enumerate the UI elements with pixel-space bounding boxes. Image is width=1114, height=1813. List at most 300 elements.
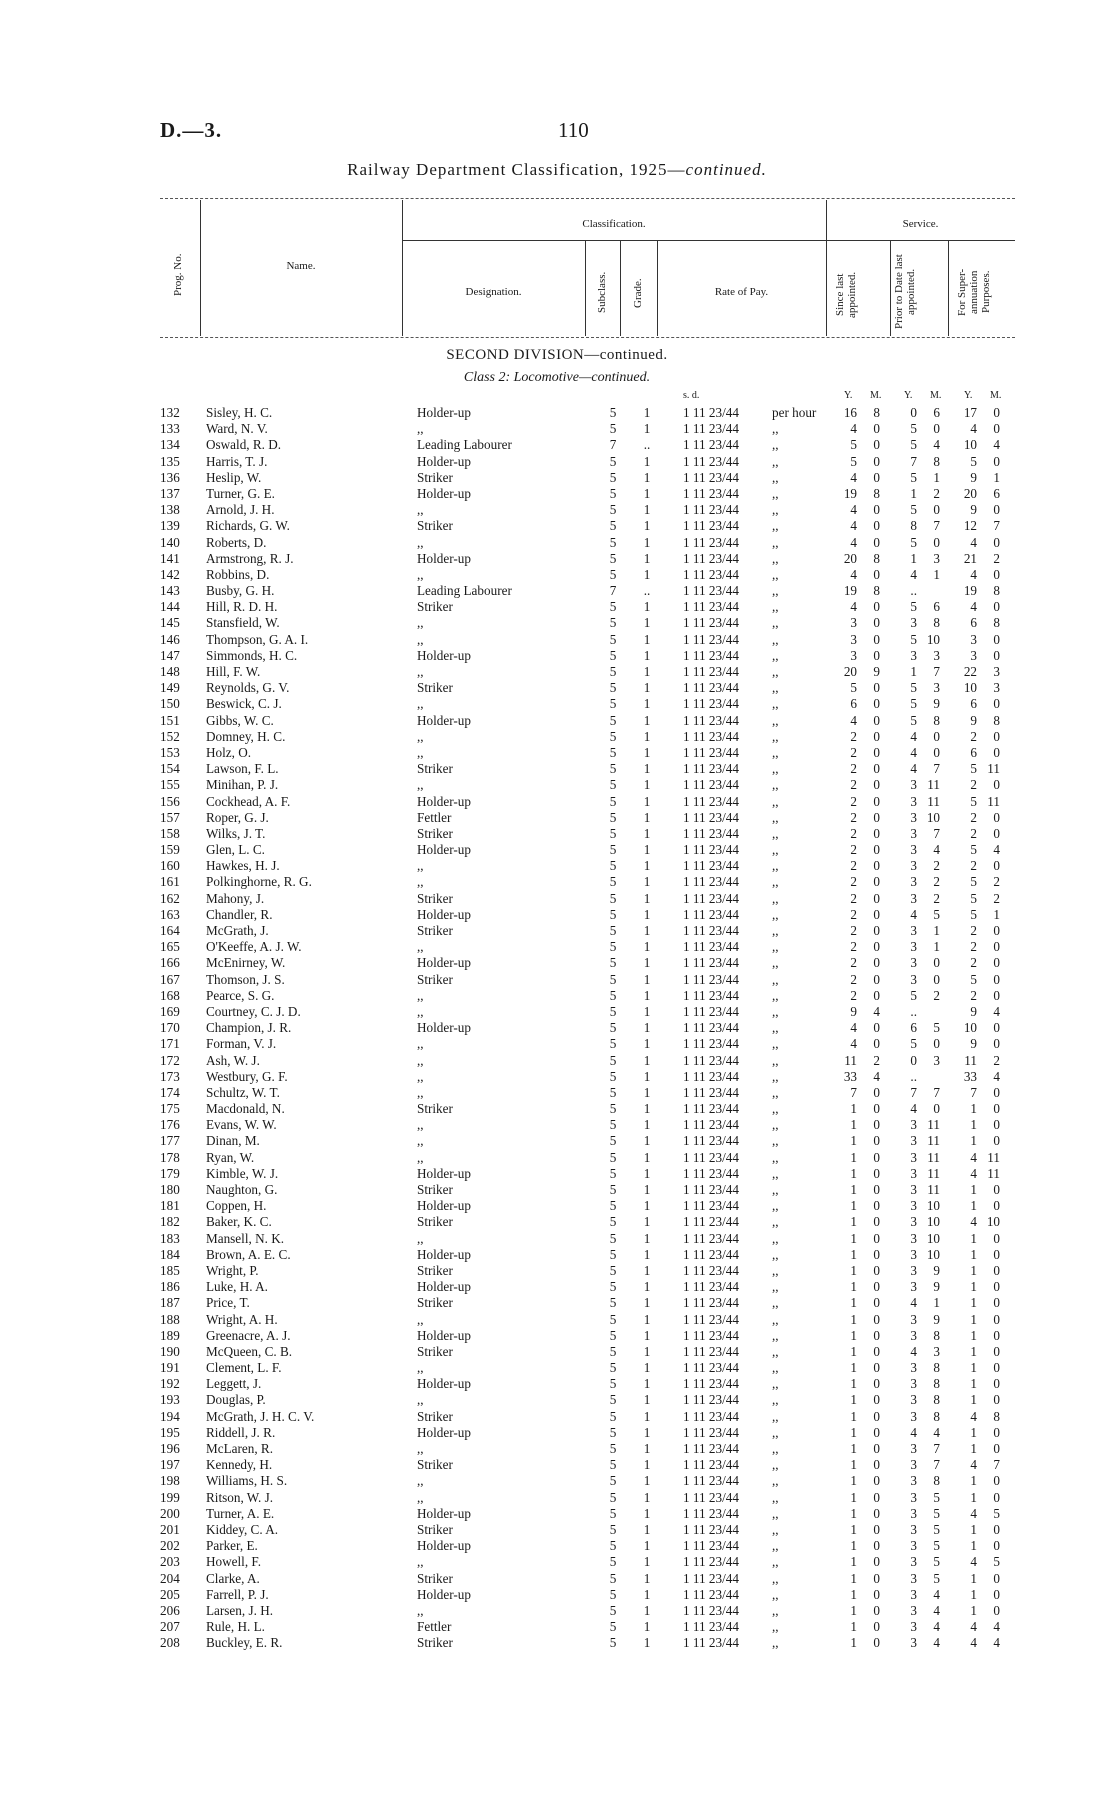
- grade: 1: [643, 1084, 651, 1100]
- staff-name: Busby, G. H.: [206, 583, 275, 599]
- superannuation-months: 0: [993, 1602, 1000, 1618]
- table-row: [0, 583, 1114, 599]
- since-last-years: 20: [843, 550, 857, 566]
- prog-no: 154: [160, 761, 180, 777]
- grade: 1: [643, 793, 651, 809]
- since-last-months: 0: [873, 1408, 880, 1424]
- prior-months: 0: [933, 421, 940, 437]
- superannuation-months: 0: [993, 987, 1000, 1003]
- subclass: 5: [609, 1311, 617, 1327]
- since-last-months: 0: [873, 1165, 880, 1181]
- designation: Holder-up: [417, 1376, 471, 1392]
- subclass: 5: [609, 955, 617, 971]
- subclass: 5: [609, 1052, 617, 1068]
- prior-years: 5: [910, 1036, 917, 1052]
- prior-months: 8: [933, 1376, 940, 1392]
- prog-no: 179: [160, 1165, 180, 1181]
- rate-period: ,,: [772, 1117, 779, 1133]
- subclass: 5: [609, 825, 617, 841]
- prior-years: 0: [910, 405, 917, 420]
- prior-months: 4: [933, 1586, 940, 1602]
- rate-period: ,,: [772, 437, 779, 453]
- prior-years: 4: [910, 761, 917, 777]
- prog-no: 204: [160, 1570, 180, 1586]
- rate-of-pay: 1 11 23/44: [683, 761, 739, 777]
- since-last-years: 4: [850, 599, 857, 615]
- prog-no: 208: [160, 1635, 180, 1651]
- table-row: [0, 518, 1114, 534]
- col-header-subclass: Subclass.: [596, 271, 608, 313]
- prior-years: 5: [910, 534, 917, 550]
- superannuation-years: 1: [970, 1521, 977, 1537]
- superannuation-years: 1: [970, 1538, 977, 1554]
- superannuation-years: 1: [970, 1295, 977, 1311]
- rate-period: ,,: [772, 923, 779, 938]
- since-last-months: 0: [873, 971, 880, 987]
- rate-period: ,,: [772, 680, 779, 696]
- designation: Holder-up: [417, 485, 471, 501]
- superannuation-years: 10: [963, 437, 977, 453]
- table-row: [0, 1085, 1114, 1101]
- prior-months: 11: [927, 1133, 940, 1149]
- rate-period: ,,: [772, 1554, 779, 1570]
- rate-of-pay: 1 11 23/44: [683, 987, 739, 1003]
- staff-name: Roper, G. J.: [206, 809, 269, 825]
- prior-months: 5: [933, 1570, 940, 1586]
- rate-period: ,,: [772, 939, 779, 955]
- superannuation-months: 4: [993, 437, 1000, 453]
- designation: ,,: [417, 728, 424, 744]
- prog-no: 165: [160, 939, 180, 955]
- since-last-years: 4: [850, 502, 857, 518]
- prior-months: 7: [933, 761, 940, 777]
- prog-no: 158: [160, 825, 180, 841]
- prog-no: 150: [160, 696, 180, 712]
- subclass: 5: [609, 793, 617, 809]
- table-row: [0, 1133, 1114, 1149]
- prog-no: 162: [160, 890, 180, 906]
- divider-service-2: [948, 241, 949, 336]
- prog-no: 203: [160, 1554, 180, 1570]
- superannuation-years: 1: [970, 1279, 977, 1295]
- prior-years: 3: [910, 825, 917, 841]
- designation: Holder-up: [417, 1279, 471, 1295]
- prog-no: 174: [160, 1084, 180, 1100]
- since-last-months: 0: [873, 1279, 880, 1295]
- prior-years: 3: [910, 1635, 917, 1651]
- superannuation-years: 1: [970, 1441, 977, 1456]
- since-last-years: 1: [850, 1182, 857, 1197]
- grade: 1: [643, 1392, 651, 1408]
- superannuation-months: 0: [993, 1538, 1000, 1554]
- subclass: 5: [609, 631, 617, 647]
- staff-name: Thompson, G. A. I.: [206, 631, 309, 647]
- table-row: [0, 454, 1114, 470]
- table-row: [0, 1344, 1114, 1360]
- table-row: [0, 777, 1114, 793]
- superannuation-months: 0: [993, 809, 1000, 825]
- since-last-months: 0: [873, 1635, 880, 1651]
- staff-name: O'Keeffe, A. J. W.: [206, 939, 302, 955]
- subclass: 5: [609, 469, 617, 485]
- rate-of-pay: 1 11 23/44: [683, 1327, 739, 1343]
- prior-months: 8: [933, 1392, 940, 1408]
- designation: Holder-up: [417, 550, 471, 566]
- table-row: [0, 1506, 1114, 1522]
- prog-no: 199: [160, 1489, 180, 1505]
- subclass: 5: [609, 1441, 617, 1456]
- since-last-years: 2: [850, 777, 857, 793]
- since-last-months: 0: [873, 955, 880, 971]
- grade: 1: [643, 923, 651, 938]
- staff-table-body: [0, 405, 1114, 1651]
- subclass: 5: [609, 1279, 617, 1295]
- superannuation-months: 0: [993, 405, 1000, 420]
- superannuation-months: 0: [993, 1262, 1000, 1278]
- prior-years: 3: [910, 1521, 917, 1537]
- since-last-months: 9: [873, 664, 880, 679]
- table-row: [0, 826, 1114, 842]
- grade: 1: [643, 421, 651, 437]
- rate-of-pay: 1 11 23/44: [683, 890, 739, 906]
- prior-months: 0: [933, 728, 940, 744]
- rate-of-pay: 1 11 23/44: [683, 1133, 739, 1149]
- prior-years: 1: [910, 664, 917, 679]
- prior-years: 3: [910, 1505, 917, 1521]
- rate-period: ,,: [772, 1020, 779, 1036]
- prior-years: 5: [910, 987, 917, 1003]
- rate-period: ,,: [772, 809, 779, 825]
- staff-name: Armstrong, R. J.: [206, 550, 294, 566]
- staff-name: Coppen, H.: [206, 1198, 267, 1214]
- superannuation-months: 2: [993, 550, 1000, 566]
- since-last-years: 4: [850, 1036, 857, 1052]
- since-last-months: 0: [873, 1262, 880, 1278]
- prog-no: 146: [160, 631, 180, 647]
- grade: 1: [643, 1182, 651, 1197]
- prog-no: 187: [160, 1295, 180, 1311]
- prior-years: 1: [910, 485, 917, 501]
- unit-since-years: Y.: [844, 390, 853, 401]
- rate-period: ,,: [772, 1068, 779, 1084]
- staff-name: Kimble, W. J.: [206, 1165, 279, 1181]
- grade: 1: [643, 1473, 651, 1489]
- superannuation-months: 4: [993, 1003, 1000, 1019]
- prog-no: 144: [160, 599, 180, 615]
- superannuation-months: 0: [993, 1586, 1000, 1602]
- prior-years: 3: [910, 1602, 917, 1618]
- rate-period: ,,: [772, 1165, 779, 1181]
- subclass: 5: [609, 1036, 617, 1052]
- staff-name: McGrath, J. H. C. V.: [206, 1408, 315, 1424]
- subclass: 5: [609, 599, 617, 615]
- subclass: 5: [609, 761, 617, 777]
- since-last-years: 1: [850, 1198, 857, 1214]
- superannuation-years: 19: [963, 583, 977, 599]
- prior-months: 8: [933, 453, 940, 469]
- since-last-years: 1: [850, 1521, 857, 1537]
- superannuation-months: 0: [993, 777, 1000, 793]
- staff-name: Leggett, J.: [206, 1376, 262, 1392]
- subclass: 5: [609, 1457, 617, 1473]
- prog-no: 206: [160, 1602, 180, 1618]
- designation: ,,: [417, 1311, 424, 1327]
- table-row: [0, 1538, 1114, 1554]
- rate-of-pay: 1 11 23/44: [683, 1586, 739, 1602]
- since-last-months: 0: [873, 631, 880, 647]
- prog-no: 152: [160, 728, 180, 744]
- since-last-years: 2: [850, 793, 857, 809]
- subclass: 5: [609, 1570, 617, 1586]
- superannuation-months: 0: [993, 1392, 1000, 1408]
- rate-period: ,,: [772, 971, 779, 987]
- designation: ,,: [417, 1441, 424, 1456]
- rate-period: ,,: [772, 793, 779, 809]
- since-last-years: 3: [850, 631, 857, 647]
- since-last-months: 0: [873, 1311, 880, 1327]
- superannuation-months: 0: [993, 1327, 1000, 1343]
- prior-years: 3: [910, 1214, 917, 1230]
- rate-of-pay: 1 11 23/44: [683, 825, 739, 841]
- superannuation-months: 0: [993, 1343, 1000, 1359]
- grade: 1: [643, 1036, 651, 1052]
- rate-of-pay: 1 11 23/44: [683, 1182, 739, 1197]
- since-last-months: 0: [873, 923, 880, 938]
- table-row: [0, 437, 1114, 453]
- grade: 1: [643, 599, 651, 615]
- since-last-months: 0: [873, 469, 880, 485]
- since-last-years: 1: [850, 1457, 857, 1473]
- superannuation-months: 7: [993, 518, 1000, 534]
- superannuation-months: 6: [993, 485, 1000, 501]
- rate-of-pay: 1 11 23/44: [683, 599, 739, 615]
- prog-no: 145: [160, 615, 180, 631]
- staff-name: Wright, A. H.: [206, 1311, 278, 1327]
- table-row: [0, 939, 1114, 955]
- designation: ,,: [417, 1117, 424, 1133]
- since-last-months: 0: [873, 1586, 880, 1602]
- prog-no: 181: [160, 1198, 180, 1214]
- grade: 1: [643, 728, 651, 744]
- since-last-years: 1: [850, 1230, 857, 1246]
- rate-period: ,,: [772, 1003, 779, 1019]
- superannuation-years: 4: [970, 1408, 977, 1424]
- prior-years: 5: [910, 437, 917, 453]
- superannuation-years: 4: [970, 1635, 977, 1651]
- designation: Striker: [417, 1521, 453, 1537]
- superannuation-months: 0: [993, 1473, 1000, 1489]
- designation: ,,: [417, 939, 424, 955]
- prior-years: 5: [910, 469, 917, 485]
- since-last-years: 1: [850, 1117, 857, 1133]
- staff-name: Hawkes, H. J.: [206, 858, 280, 874]
- grade: 1: [643, 1619, 651, 1635]
- since-last-years: 1: [850, 1424, 857, 1440]
- staff-name: Turner, A. E.: [206, 1505, 275, 1521]
- prog-no: 159: [160, 842, 180, 858]
- prior-months: 10: [926, 1230, 940, 1246]
- rate-of-pay: 1 11 23/44: [683, 534, 739, 550]
- superannuation-months: 0: [993, 566, 1000, 582]
- rate-of-pay: 1 11 23/44: [683, 971, 739, 987]
- staff-name: Arnold, J. H.: [206, 502, 275, 518]
- grade: 1: [643, 1133, 651, 1149]
- rate-period: ,,: [772, 858, 779, 874]
- superannuation-months: 0: [993, 1198, 1000, 1214]
- since-last-years: 5: [850, 453, 857, 469]
- grade: 1: [643, 1343, 651, 1359]
- subclass: 5: [609, 842, 617, 858]
- prior-years: 3: [910, 1165, 917, 1181]
- rate-period: ,,: [772, 1036, 779, 1052]
- designation: ,,: [417, 1036, 424, 1052]
- rate-period: ,,: [772, 712, 779, 728]
- subclass: 5: [609, 858, 617, 874]
- rate-of-pay: 1 11 23/44: [683, 1003, 739, 1019]
- staff-name: Kiddey, C. A.: [206, 1521, 279, 1537]
- designation: Leading Labourer: [417, 437, 512, 453]
- designation: Striker: [417, 825, 453, 841]
- table-row: [0, 1328, 1114, 1344]
- since-last-months: 2: [873, 1052, 880, 1068]
- superannuation-years: 1: [970, 1392, 977, 1408]
- table-row: [0, 421, 1114, 437]
- staff-name: Robbins, D.: [206, 566, 270, 582]
- since-last-months: 0: [873, 1246, 880, 1262]
- since-last-years: 4: [850, 534, 857, 550]
- prior-years: 8: [910, 518, 917, 534]
- prior-months: 1: [933, 923, 940, 938]
- rate-period: ,,: [772, 1441, 779, 1456]
- grade: 1: [643, 405, 651, 420]
- table-row: [0, 648, 1114, 664]
- grade: 1: [643, 1489, 651, 1505]
- since-last-months: 0: [873, 1392, 880, 1408]
- rate-of-pay: 1 11 23/44: [683, 744, 739, 760]
- since-last-years: 1: [850, 1489, 857, 1505]
- prior-months: 0: [933, 955, 940, 971]
- designation: Striker: [417, 971, 453, 987]
- since-last-years: 3: [850, 647, 857, 663]
- superannuation-years: 2: [970, 923, 977, 938]
- grade: 1: [643, 1521, 651, 1537]
- staff-name: Greenacre, A. J.: [206, 1327, 291, 1343]
- staff-name: Ward, N. V.: [206, 421, 268, 437]
- table-row: [0, 1198, 1114, 1214]
- prior-years: 6: [910, 1020, 917, 1036]
- prog-no: 149: [160, 680, 180, 696]
- rate-of-pay: 1 11 23/44: [683, 469, 739, 485]
- grade: 1: [643, 696, 651, 712]
- superannuation-years: 1: [970, 1424, 977, 1440]
- prior-months: 0: [933, 534, 940, 550]
- subclass: 5: [609, 1554, 617, 1570]
- rate-period: ,,: [772, 1586, 779, 1602]
- prior-years: 0: [910, 1052, 917, 1068]
- since-last-years: 1: [850, 1635, 857, 1651]
- prior-years: 3: [910, 793, 917, 809]
- grade: 1: [643, 955, 651, 971]
- rate-of-pay: 1 11 23/44: [683, 631, 739, 647]
- since-last-years: 1: [850, 1262, 857, 1278]
- table-row: [0, 599, 1114, 615]
- prior-months: 6: [933, 405, 940, 420]
- superannuation-years: 4: [970, 1165, 977, 1181]
- prior-years: 3: [910, 1538, 917, 1554]
- grade: 1: [643, 1327, 651, 1343]
- since-last-months: 0: [873, 696, 880, 712]
- title-main: Railway Department Classification, 1925—: [347, 160, 686, 179]
- prog-no: 189: [160, 1327, 180, 1343]
- since-last-years: 1: [850, 1343, 857, 1359]
- since-last-years: 4: [850, 1020, 857, 1036]
- unit-rate: s. d.: [683, 390, 700, 401]
- table-row: [0, 955, 1114, 971]
- prog-no: 139: [160, 518, 180, 534]
- table-row: [0, 1069, 1114, 1085]
- superannuation-months: 0: [993, 1441, 1000, 1456]
- staff-name: Pearce, S. G.: [206, 987, 275, 1003]
- prog-no: 166: [160, 955, 180, 971]
- superannuation-months: 8: [993, 712, 1000, 728]
- since-last-years: 11: [844, 1052, 857, 1068]
- col-header-grade: Grade.: [632, 278, 644, 308]
- since-last-years: 1: [850, 1360, 857, 1376]
- grade: 1: [643, 1279, 651, 1295]
- designation: Holder-up: [417, 453, 471, 469]
- since-last-years: 1: [850, 1441, 857, 1456]
- since-last-months: 0: [873, 842, 880, 858]
- prior-months: 4: [933, 842, 940, 858]
- superannuation-years: 1: [970, 1586, 977, 1602]
- table-row: [0, 1457, 1114, 1473]
- since-last-years: 2: [850, 858, 857, 874]
- prior-months: 8: [933, 615, 940, 631]
- prior-years: 3: [910, 615, 917, 631]
- superannuation-months: 11: [987, 1149, 1000, 1165]
- prior-years: 3: [910, 1182, 917, 1197]
- staff-name: Courtney, C. J. D.: [206, 1003, 301, 1019]
- since-last-years: 4: [850, 566, 857, 582]
- prior-years: 3: [910, 1311, 917, 1327]
- grade: 1: [643, 550, 651, 566]
- since-last-months: 0: [873, 1101, 880, 1117]
- rate-period: ,,: [772, 647, 779, 663]
- table-row: [0, 1409, 1114, 1425]
- since-last-months: 0: [873, 421, 880, 437]
- subclass: 5: [609, 1068, 617, 1084]
- superannuation-months: 0: [993, 1360, 1000, 1376]
- staff-name: Polkinghorne, R. G.: [206, 874, 312, 890]
- designation: Striker: [417, 923, 453, 938]
- superannuation-years: 7: [970, 1084, 977, 1100]
- staff-name: Naughton, G.: [206, 1182, 278, 1197]
- prior-months: 9: [933, 696, 940, 712]
- superannuation-months: 11: [987, 793, 1000, 809]
- staff-name: Kennedy, H.: [206, 1457, 273, 1473]
- subclass: 5: [609, 647, 617, 663]
- staff-name: Mahony, J.: [206, 890, 265, 906]
- prior-years: ..: [910, 1068, 917, 1084]
- table-row: [0, 405, 1114, 421]
- since-last-months: 0: [873, 906, 880, 922]
- table-row: [0, 502, 1114, 518]
- prior-months: 1: [933, 469, 940, 485]
- prior-years: 5: [910, 680, 917, 696]
- grade: 1: [643, 842, 651, 858]
- grade: ..: [643, 437, 651, 453]
- prior-years: 7: [910, 1084, 917, 1100]
